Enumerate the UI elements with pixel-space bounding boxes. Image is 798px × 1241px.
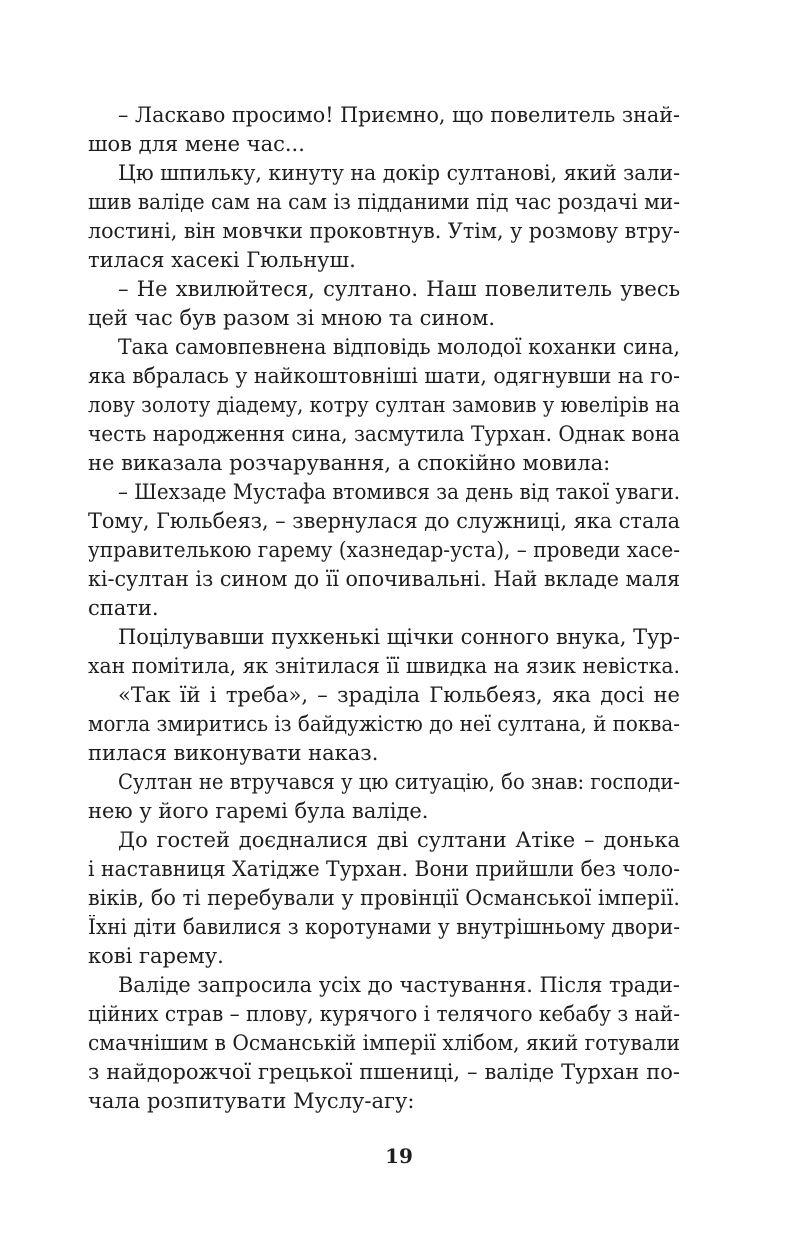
text-line: з найдорожчої грецької пшениці, – валіде Турхан по- (88, 1060, 680, 1084)
text-line: тилася хасекі Гюльнуш. (88, 248, 356, 272)
text-line: могла змиритись із байдужістю до неї султана, й поква- (88, 712, 680, 736)
text-line: і наставниця Хатідже Турхан. Вони прийшли без чоло- (88, 857, 680, 881)
text-line: шов для мене час... (88, 132, 305, 156)
text-line: До гостей доєдналися дві султани Атіке – донька (118, 828, 680, 852)
text-line: Така самовпевнена відповідь молодої коханки сина, (118, 335, 680, 359)
text-line: лостині, він мовчки проковтнув. Утім, у розмову втру- (88, 219, 680, 243)
text-line: ційних страв – плову, курячого і телячого кебабу з най- (88, 1002, 680, 1026)
text-line: смачнішим в Османській імперії хлібом, який готували (88, 1031, 680, 1055)
text-line: шив валіде сам на сам із підданими під час роздачі ми- (88, 190, 680, 214)
text-line: Їхні діти бавилися з коротунами у внутрішньому двори- (88, 915, 680, 939)
text-line: Поцілувавши пухкенькі щічки сонного внука, Тур- (118, 625, 680, 649)
text-line: чала розпитувати Муслу-агу: (88, 1089, 415, 1113)
text-line: кі-султан із сином до її опочивальні. Най вкладе маля (88, 567, 680, 591)
text-line: – Шехзаде Мустафа втомився за день від такої уваги. (118, 480, 680, 504)
text-line: Цю шпильку, кинуту на докір султанові, який зали- (118, 161, 680, 185)
text-line: кові гарему. (88, 944, 224, 968)
text-line: нею у його гаремі була валіде. (88, 799, 429, 823)
text-line: – Ласкаво просимо! Приємно, що повелитель знай- (118, 103, 680, 127)
text-line: управителькою гарему (хазнедар-уста), – проведи хасе- (88, 538, 680, 562)
text-line: – Не хвилюйтеся, султано. Наш повелитель увесь (118, 277, 680, 301)
text-line: яка вбралась у найкоштовніші шати, одягнувши на го- (88, 364, 680, 388)
text-line: цей час був разом зі мною та сином. (88, 306, 496, 330)
page-number: 19 (385, 1144, 413, 1168)
text-line: пилася виконувати наказ. (88, 741, 379, 765)
text-line: не виказала розчарування, а спокійно мовила: (88, 451, 611, 475)
text-line: віків, бо ті перебували у провінції Османської імперії. (88, 886, 680, 910)
text-line: лову золоту діадему, котру султан замовив у ювелірів на (88, 393, 680, 417)
text-line: честь народження сина, засмутила Турхан. Однак вона (88, 422, 680, 446)
text-line: спати. (88, 596, 159, 620)
text-line: «Так їй і треба», – зраділа Гюльбеяз, яка досі не (118, 683, 680, 707)
text-line: Тому, Гюльбеяз, – звернулася до служниці, яка стала (88, 509, 680, 533)
text-line: хан помітила, як знітилася її швидка на язик невістка. (88, 654, 680, 678)
text-line: Валіде запросила усіх до частування. Після тради- (118, 973, 680, 997)
text-line: Султан не втручався у цю ситуацію, бо знав: господи- (118, 770, 680, 794)
